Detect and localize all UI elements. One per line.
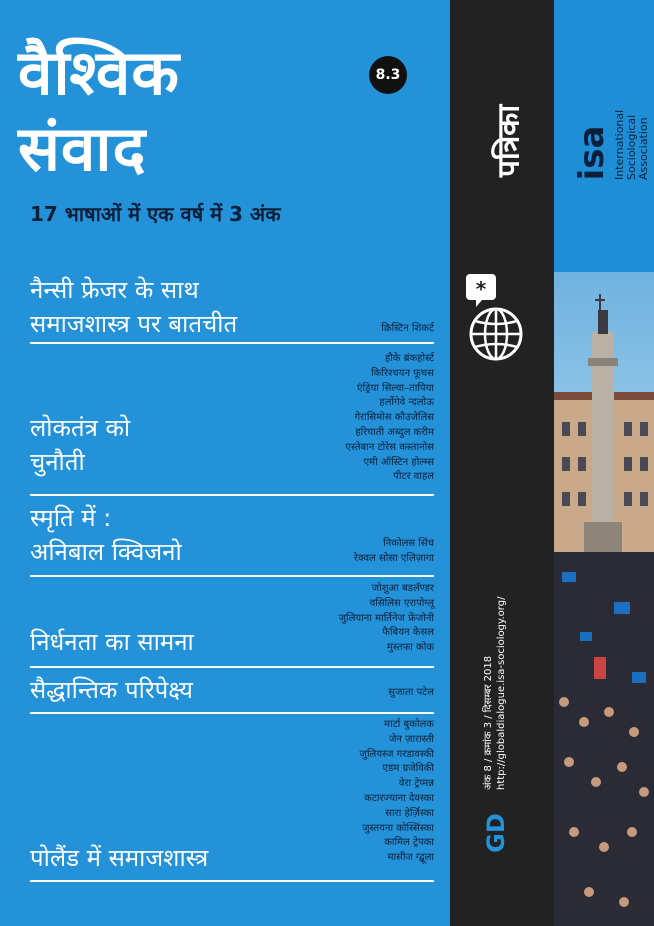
author-name: हर्लोगेवे न्दलोऊ <box>379 397 434 409</box>
author-list <box>354 537 434 567</box>
gd-logo: GD <box>482 813 510 853</box>
isa-name-line: Sociological <box>625 114 638 180</box>
section-divider <box>30 666 434 668</box>
author-name: कटारज्याना देवस्का <box>364 792 434 804</box>
section-title-line: नैन्सी फ्रेजर के साथ <box>30 276 199 304</box>
section-divider <box>30 494 434 496</box>
author-name: किरिश्चयन फूचस <box>371 367 434 379</box>
isa-name-line: International <box>613 109 626 180</box>
masthead-line1: वैश्विक <box>18 36 180 109</box>
section-title <box>30 626 194 660</box>
isa-name-line: Association <box>637 117 650 180</box>
author-name: सुजाता पटेल <box>388 687 434 698</box>
author-name: जुलियाना मार्तिनेज फ्रेंजोनी <box>338 612 434 624</box>
section-divider <box>30 880 434 882</box>
author-name: एमी ऑस्टिन होल्म्स <box>363 456 434 468</box>
author-name: क्रिस्टिन शिकर्ट <box>381 323 434 334</box>
isa-logo: isa <box>572 125 612 181</box>
author-list <box>345 352 434 485</box>
author-name: एस्तेबान टोरेस कस्तानोस <box>345 441 434 453</box>
author-name: पीटर वाहल <box>393 471 434 483</box>
spine-title: पत्रिका <box>491 104 527 178</box>
section-title <box>30 674 193 708</box>
author-name: जुस्तयना कोस्सिंस्का <box>362 822 434 834</box>
author-name: वसिलिस एरापोग्लू <box>369 597 434 609</box>
section-title-line: अनिबाल क्विजनो <box>30 537 182 566</box>
author-list <box>360 718 434 866</box>
author-name: मासीज ग्द्बूला <box>387 852 434 864</box>
author-name: मुस्तफा कोक <box>387 642 434 654</box>
author-name: जोशुआ बडलॅण्डर <box>371 583 434 594</box>
masthead-line2: संवाद <box>18 112 147 185</box>
author-name: एंड्रिया सिल्वा–तापिया <box>357 382 434 394</box>
author-name: एडम ग्रजेविकी <box>382 763 434 775</box>
issue-info-text: अंक 8 / क्रमांक 3 / दिसम्बर 2018 <box>483 655 494 790</box>
author-list <box>339 582 434 656</box>
author-name: मार्टा बुकोलक <box>384 719 434 730</box>
author-list <box>381 322 434 337</box>
section-divider <box>30 712 434 714</box>
author-name: निकोलस सिंच <box>383 538 434 549</box>
globe-speech-icon <box>462 272 542 372</box>
author-name: कामिल ट्रेपका <box>384 837 434 849</box>
website-url: http://globaldialogue.isa-sociology.org/ <box>496 596 507 790</box>
section-title-line: सैद्धान्तिक परिपेक्ष्य <box>30 676 193 704</box>
section-title-line: पोलैंड में समाजशास्त्र <box>30 844 209 872</box>
section-title <box>30 412 130 479</box>
author-name: रेक्वल सोसा एलिज़ागा <box>353 552 434 564</box>
section-title-line: लोकतंत्र को <box>30 414 131 442</box>
section-divider <box>30 342 434 344</box>
section-title <box>30 502 182 569</box>
issue-number-badge: 8.3 <box>369 56 407 94</box>
cover-photo <box>554 272 654 926</box>
author-name: हौके ब्रंकहोर्स्ट <box>385 353 434 364</box>
author-name: वेरा ट्रेप्मन्न <box>398 778 434 790</box>
author-name: जुलियस्ज गरडावस्की <box>359 748 434 760</box>
author-list <box>388 686 434 701</box>
author-name: सारा हेर्ज़िस्का <box>385 807 434 819</box>
author-name: हरियाती अब्दुल करीम <box>355 426 434 438</box>
section-title <box>30 842 208 876</box>
section-title-line: चुनौती <box>30 447 85 476</box>
author-name: गेरासिमोस कौउजेलिस <box>354 412 434 424</box>
isa-name <box>614 40 654 190</box>
section-title <box>30 274 237 341</box>
section-title-line: स्मृति में : <box>30 504 112 532</box>
section-title-line: निर्धनता का सामना <box>30 628 194 656</box>
section-title-line: समाजशास्त्र पर बातचीत <box>30 309 238 338</box>
svg-text:*: * <box>475 277 487 301</box>
author-name: जेन ज़ारास्ती <box>388 733 434 745</box>
author-name: फैबियन केसल <box>382 627 434 639</box>
section-divider <box>30 575 434 577</box>
spine-issue-info <box>480 596 540 800</box>
masthead-subtitle: 17 भाषाओं में एक वर्ष में 3 अंक <box>30 202 281 226</box>
